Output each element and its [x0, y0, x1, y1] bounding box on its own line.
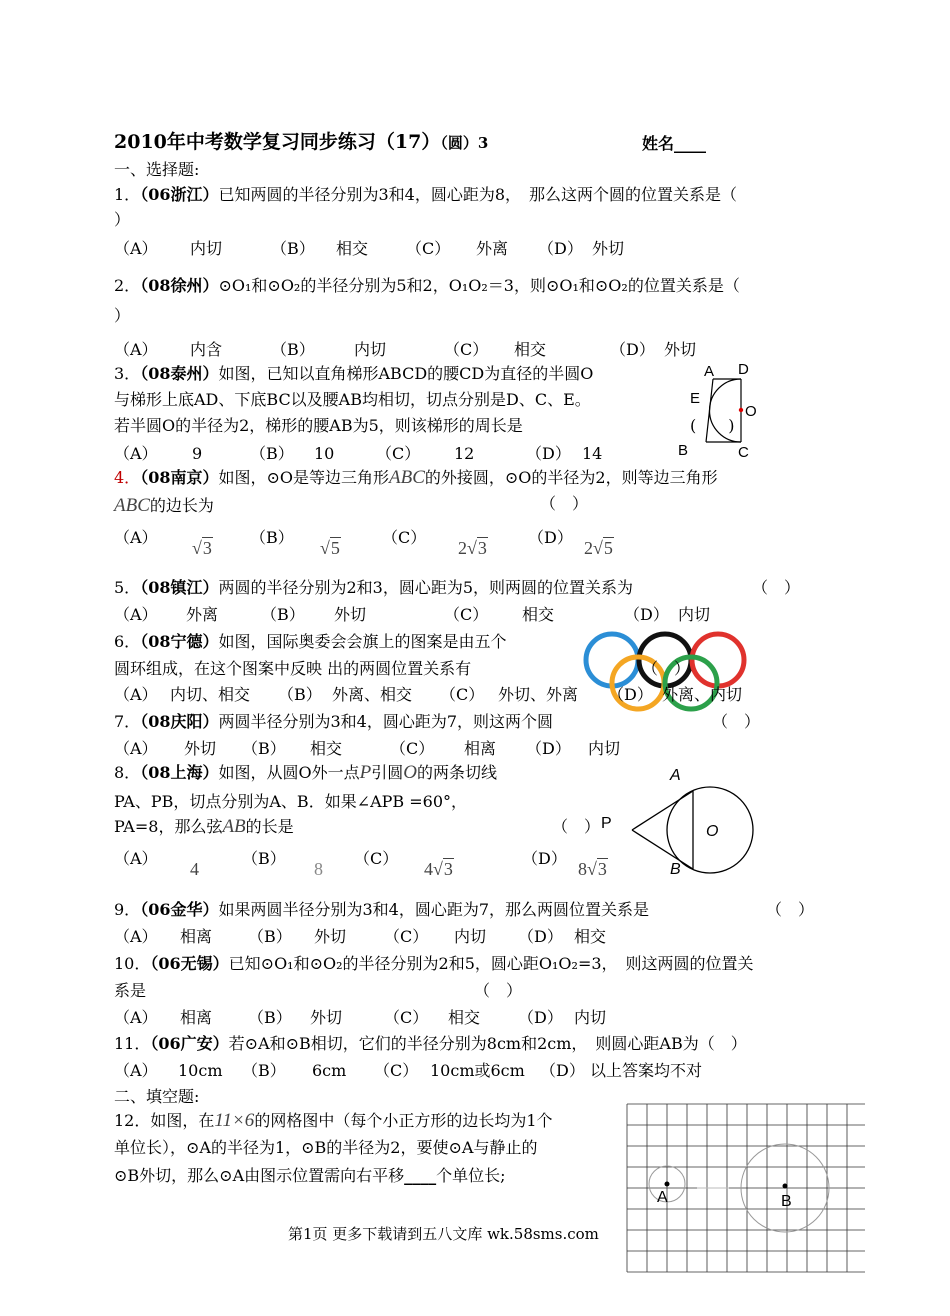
option-text: 外离、内切 — [662, 685, 743, 704]
option-sqrt: 2√5 — [584, 538, 613, 558]
q12-text-3 — [114, 1166, 506, 1186]
option-label: （A） — [114, 239, 158, 258]
q-source: （08上海） — [140, 763, 219, 782]
option-label: （C） — [354, 849, 399, 868]
option-label: （D） — [518, 927, 563, 946]
q-num: 2． — [114, 276, 141, 295]
option-text: 外切、外离 — [498, 685, 579, 704]
q10-answer-paren: （ ） — [474, 981, 523, 1000]
option-text: 相离 — [180, 927, 213, 946]
label-d: D — [738, 361, 749, 378]
option-text: 以上答案均不对 — [590, 1061, 703, 1080]
q-text: 的两条切线 — [416, 763, 497, 782]
option-label: （A） — [114, 1008, 158, 1027]
option-text: 外切 — [334, 605, 367, 624]
option-label: （C） — [440, 685, 485, 704]
q8-text-2: PA、PB，切点分别为A、B．如果∠APB =60°， — [114, 792, 468, 811]
option-label: （B） — [271, 239, 315, 258]
question-7 — [114, 712, 553, 732]
q-text: PA=8，那么弦 — [114, 817, 223, 836]
option-sqrt: 4√3 — [424, 859, 453, 879]
option-label: （C） — [444, 340, 489, 359]
option-text: 相交 — [310, 739, 343, 758]
option-text: 14 — [582, 444, 603, 463]
option-label: （D） — [540, 1061, 585, 1080]
option-label: （A） — [114, 444, 158, 463]
question-5 — [114, 578, 633, 598]
q3-text-2: 与梯形上底AD、下底BC以及腰AB均相切，切点分别是D、C、E。 — [114, 390, 591, 409]
q2-text-cont: ） — [114, 306, 131, 325]
q-num: 4． — [114, 468, 141, 487]
option-label: （A） — [114, 927, 158, 946]
option-text: 外切 — [310, 1008, 343, 1027]
option-text: 内含 — [190, 340, 223, 359]
option-label: （B） — [250, 528, 294, 547]
label-b: B — [781, 1193, 792, 1210]
option-label: （C） — [390, 739, 435, 758]
question-9 — [114, 900, 649, 920]
option-sqrt: 8√3 — [578, 859, 607, 879]
option-label: （D） — [538, 239, 583, 258]
option-text: 外切 — [314, 927, 347, 946]
option-label: （C） — [382, 528, 427, 547]
label-c: C — [738, 444, 749, 461]
option-label: （C） — [384, 1008, 429, 1027]
q8-text-3 — [114, 817, 294, 837]
option-text: 9 — [192, 444, 203, 463]
question-3 — [114, 364, 593, 384]
q-num: 11． — [114, 1034, 151, 1053]
math-o: O — [403, 762, 417, 783]
name-label: 姓名____ — [642, 134, 707, 153]
q-text: 如图，从圆O外一点 — [218, 763, 360, 782]
label-a: A — [657, 1189, 668, 1206]
option-text: 外离 — [186, 605, 219, 624]
option-sqrt: 2√3 — [458, 538, 487, 558]
q-text: 如图，在 — [150, 1111, 215, 1130]
q-text: 的长是 — [245, 817, 294, 836]
section-fill: 二、填空题: — [114, 1087, 200, 1106]
option-text: 外切 — [184, 739, 217, 758]
math-grid-dims: 11×6 — [214, 1110, 255, 1131]
q7-answer-paren: （ ） — [712, 712, 761, 731]
option-text: 内切 — [574, 1008, 607, 1027]
option-sqrt: √5 — [320, 538, 340, 558]
option-label: （D） — [610, 340, 655, 359]
q-source: （08镇江） — [140, 578, 219, 597]
q1-text-cont: ） — [114, 210, 131, 229]
q-num: 3． — [114, 364, 141, 383]
q-source: （08徐州） — [140, 276, 219, 295]
question-2 — [114, 276, 740, 296]
option-label: （A） — [114, 1061, 158, 1080]
option-text: 外切 — [664, 340, 697, 359]
label-e: E — [690, 390, 701, 407]
q-text: 的外接圆，⊙O的半径为2，则等边三角形 — [424, 468, 718, 487]
option-sqrt: √3 — [192, 538, 212, 558]
option-text: 内切 — [354, 340, 387, 359]
q-text: 已知两圆的半径分别为3和4，圆心距为8， 那么这两个圆的位置关系是（ — [218, 185, 738, 204]
question-8 — [114, 763, 497, 783]
q-num: 12． — [114, 1111, 151, 1130]
option-label: （D） — [522, 849, 567, 868]
q6-answer-paren: （ ） — [642, 659, 691, 678]
q-num: 10． — [114, 954, 151, 973]
option-text: 10 — [314, 444, 335, 463]
label-a: A — [670, 767, 681, 784]
section-choice: 一、选择题: — [114, 160, 200, 179]
option-label: （A） — [114, 528, 158, 547]
q-text: 两圆的半径分别为2和3，圆心距为5，则两圆的位置关系为 — [218, 578, 634, 597]
option-text: 内切 — [190, 239, 223, 258]
q-text: 如图，国际奥委会会旗上的图案是由五个 — [218, 632, 507, 651]
option-label: （C） — [384, 927, 429, 946]
q9-answer-paren: （ ） — [766, 900, 815, 919]
option-text: 4 — [190, 859, 199, 879]
q12-grid-figure — [627, 1104, 867, 1274]
q-text: 已知⊙O₁和⊙O₂的半径分别为2和5，圆心距O₁O₂=3， 则这两圆的位置关 — [228, 954, 754, 973]
q-num: 8． — [114, 763, 141, 782]
option-label: （B） — [242, 849, 286, 868]
option-label: （C） — [406, 239, 451, 258]
q3-answer-paren: ( ) — [690, 416, 735, 435]
q8-tangent-figure — [596, 762, 766, 886]
option-label: （A） — [114, 849, 158, 868]
option-label: （B） — [248, 927, 292, 946]
option-label: （D） — [518, 1008, 563, 1027]
q10-text-2: 系是 — [114, 981, 147, 1000]
option-label: （B） — [261, 605, 305, 624]
label-b: B — [678, 442, 689, 459]
q-text: 引圆 — [371, 763, 404, 782]
option-text: 相交 — [522, 605, 555, 624]
option-text: 相交 — [514, 340, 547, 359]
option-label: （D） — [526, 739, 571, 758]
option-label: （C） — [444, 605, 489, 624]
q-num: 5． — [114, 578, 141, 597]
math-ab: AB — [222, 816, 246, 837]
option-label: （D） — [624, 605, 669, 624]
q6-text-2: 圆环组成，在这个图案中反映 出的两圆位置关系有 — [114, 659, 472, 678]
question-1 — [114, 185, 737, 205]
option-label: （A） — [114, 605, 158, 624]
option-text: 外离 — [476, 239, 509, 258]
option-text: 相交 — [448, 1008, 481, 1027]
math-abc: ABC — [114, 495, 150, 516]
option-label: （A） — [114, 685, 158, 704]
option-label: （B） — [242, 739, 286, 758]
q4-text-2 — [114, 496, 214, 516]
option-label: （D） — [526, 444, 571, 463]
label-a: A — [704, 363, 715, 380]
math-p: P — [359, 762, 372, 783]
math-abc: ABC — [389, 467, 425, 488]
label-o: O — [706, 823, 719, 840]
q-source: （06广安） — [150, 1034, 229, 1053]
option-text: 10cm或6cm — [430, 1061, 525, 1080]
option-label: （B） — [278, 685, 322, 704]
q-text: 的网格图中（每个小正方形的边长均为1个 — [254, 1111, 553, 1130]
page-footer: 第1页 更多下载请到五八文库 wk.58sms.com — [288, 1225, 599, 1243]
q-source: （06浙江） — [140, 185, 219, 204]
answer-blank: ____ — [404, 1166, 437, 1185]
option-text: 10cm — [178, 1061, 223, 1080]
title-sub: （圆）3 — [440, 134, 489, 152]
q-num: 1． — [114, 185, 141, 204]
question-10 — [114, 954, 754, 974]
option-text: 内切 — [588, 739, 621, 758]
question-4 — [114, 468, 718, 488]
option-label: （B） — [248, 1008, 292, 1027]
q5-answer-paren: （ ） — [752, 578, 801, 597]
q-num: 6． — [114, 632, 141, 651]
q-num: 7． — [114, 712, 141, 731]
option-label: （B） — [271, 340, 315, 359]
option-label: （C） — [376, 444, 421, 463]
option-label: （C） — [374, 1061, 419, 1080]
option-text: 6cm — [312, 1061, 347, 1080]
option-text: 内切、相交 — [170, 685, 251, 704]
q-text: 如图，⊙O是等边三角形 — [218, 468, 389, 487]
label-b: B — [670, 861, 681, 878]
q-text: 如图，已知以直角梯形ABCD的腰CD为直径的半圆O — [218, 364, 594, 383]
option-text: 外离、相交 — [332, 685, 413, 704]
q-text: 个单位长; — [436, 1166, 506, 1185]
label-p: P — [601, 815, 612, 832]
q12-text-2: 单位长），⊙A的半径为1，⊙B的半径为2，要使⊙A与静止的 — [114, 1138, 538, 1157]
q8-answer-paren: （ ） — [552, 817, 601, 836]
q-source: （08南京） — [140, 468, 219, 487]
q-text: 两圆半径分别为3和4，圆心距为7，则这两个圆 — [218, 712, 554, 731]
title-main: 2010年中考数学复习同步练习（17） — [114, 131, 441, 153]
q-text: 如果两圆半径分别为3和4，圆心距为7，那么两圆位置关系是 — [218, 900, 650, 919]
page-title — [114, 132, 488, 153]
option-label: （A） — [114, 739, 158, 758]
option-text: 内切 — [678, 605, 711, 624]
option-label: （B） — [250, 444, 294, 463]
label-o: O — [745, 403, 757, 420]
option-label: （D） — [608, 685, 653, 704]
question-12 — [114, 1111, 553, 1131]
option-text: 外切 — [592, 239, 625, 258]
question-6 — [114, 632, 506, 652]
q-source: （08庆阳） — [140, 712, 219, 731]
q3-text-3: 若半圆O的半径为2，梯形的腰AB为5，则该梯形的周长是 — [114, 416, 523, 435]
option-text: 相离 — [180, 1008, 213, 1027]
option-text: 内切 — [454, 927, 487, 946]
q4-answer-paren: （ ） — [540, 494, 589, 513]
option-text: 12 — [454, 444, 475, 463]
q-source: （08宁德） — [140, 632, 219, 651]
q-text: ⊙B外切，那么⊙A由图示位置需向右平移 — [114, 1166, 405, 1185]
option-text: 相交 — [574, 927, 607, 946]
option-text: 相交 — [336, 239, 369, 258]
option-label: （B） — [242, 1061, 286, 1080]
q-source: （06无锡） — [150, 954, 229, 973]
q-text: 的边长为 — [149, 496, 214, 515]
q-text: ⊙O₁和⊙O₂的半径分别为5和2，O₁O₂＝3，则⊙O₁和⊙O₂的位置关系是（ — [218, 276, 740, 295]
option-label: （D） — [528, 528, 573, 547]
option-text: 相离 — [464, 739, 497, 758]
q3-trapezoid-figure — [670, 360, 770, 460]
q-source: （06金华） — [140, 900, 219, 919]
q-source: （08泰州） — [140, 364, 219, 383]
q-num: 9． — [114, 900, 141, 919]
q-text: 若⊙A和⊙B相切，它们的半径分别为8cm和2cm， 则圆心距AB为（ ） — [228, 1034, 747, 1053]
option-label: （A） — [114, 340, 158, 359]
question-11 — [114, 1034, 747, 1054]
option-text: 8 — [314, 859, 323, 879]
